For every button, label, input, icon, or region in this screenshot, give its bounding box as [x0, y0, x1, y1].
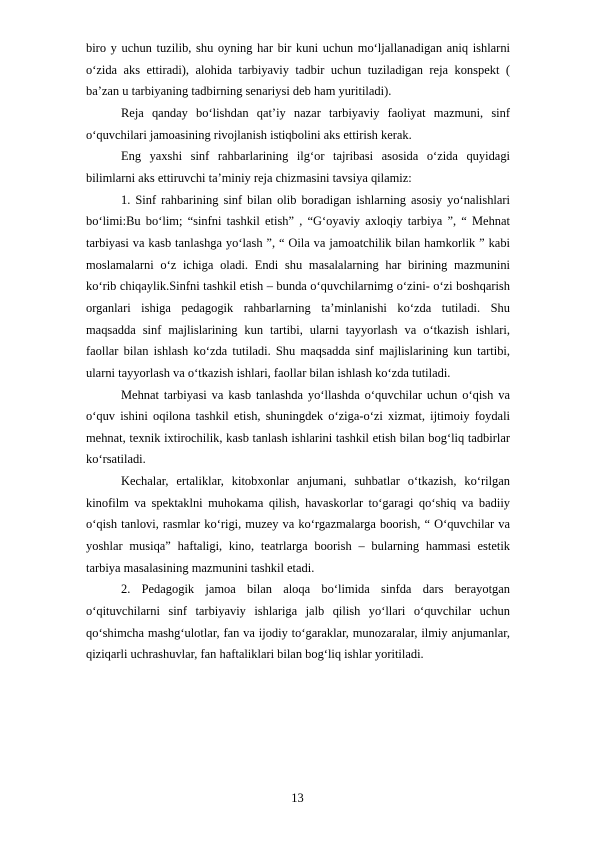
page-number: 13	[291, 791, 304, 805]
paragraph-recommended-plan: Eng yaxshi sinf rahbarlarining ilg‘or tajribasi asosida o‘zida quyidagi bilimlarni aks ettiruvchi ta’miniy reja chizmasini tavsiya qilamiz:	[86, 149, 510, 185]
body-text	[86, 38, 510, 666]
paragraph-plan-content: Reja qanday bo‘lishdan qat’iy nazar tarbiyaviy faoliyat mazmuni, sinf o‘quvchilari jamoasining rivojlanish istiqbolini aks ettirish kerak.	[86, 105, 510, 142]
paragraph-section-2: 2. Pedagogik jamoa bilan aloqa bo‘limida sinfda dars berayotgan o‘qituvchilarni sinf tarbiyaviy ishlariga jalb qilish yo‘llari o‘quvchilar uchun qo‘shimcha mashg‘ulotlar, fan va ijodiy to‘garaklar, munozaralar, ilmiy anjumanlar, qiziqarli uchrashuvlar, fan haftaliklari bilan bog‘liq ishlar yoritiladi.	[86, 582, 510, 662]
paragraph-aesthetic-education: Kechalar, ertaliklar, kitobxonlar anjumani, suhbatlar o‘tkazish, ko‘rilgan kinofilm va spektaklni muhokama qilish, havaskorlar to‘garagi qo‘shiq va badiiy o‘qish tanlovi, rasmlar ko‘rigi, muzey va ko‘rgazmalarga boorish, “ O‘quvchilar va yoshlar musiqa” haftaligi, kino, teatrlarga boorish – bularning hammasi estetik tarbiya masalasining mazmunini tashkil etadi.	[86, 474, 510, 575]
paragraph-continuation: biro y uchun tuzilib, shu oyning har bir kuni uchun mo‘ljallanadigan aniq ishlarni o‘zida aks ettiradi), alohida tarbiyaviy tadbir uchun tuziladigan reja konspekt ( ba’zan u tarbiyaning tadbirning senariysi deb ham yuritiladi).	[86, 41, 510, 99]
paragraph-labor-education: Mehnat tarbiyasi va kasb tanlashda yo‘llashda o‘quvchilar uchun o‘qish va o‘quv ishini oqilona tashkil etish, shuningdek o‘ziga-o‘zi xizmat, ijtimoiy foydali mehnat, texnik ixtirochilik, kasb tanlash ishlarini tashkil etish bilan bog‘liq tadbirlar ko‘rsatiladi.	[86, 387, 510, 467]
paragraph-section-1: 1. Sinf rahbarining sinf bilan olib boradigan ishlarning asosiy yo‘nalishlari bo‘limi:Bu bo‘lim; “sinfni tashkil etish” , “G‘oyaviy axloqiy tarbiya ”, “ Mehnat tarbiyasi va kasb tanlashga yo‘lash ”, “ Oila va jamoatchilik bilan hamkorlik ” kabi moslamalarni o‘z ichiga oladi. Endi shu masalalarning har birining mazmunini ko‘rib chiqaylik.Sinfni tashkil etish – bunda o‘quvchilarnimg o‘zini- o‘zi boshqarish organlari ishiga pedagogik rahbarlarning ta’minlanishi ko‘zda tutiladi. Shu maqsadda sinf majlislarining kun tartibi, ularni tayyorlash va o‘tkazish ishlari, faollar bilan ishlash ko‘zda tutiladi. Shu maqsadda sinf majlislarining kun tartibi, ularni tayyorlash va o‘tkazish ishlari, faollar bilan ishlash ko‘zda tutiladi.	[86, 192, 510, 380]
